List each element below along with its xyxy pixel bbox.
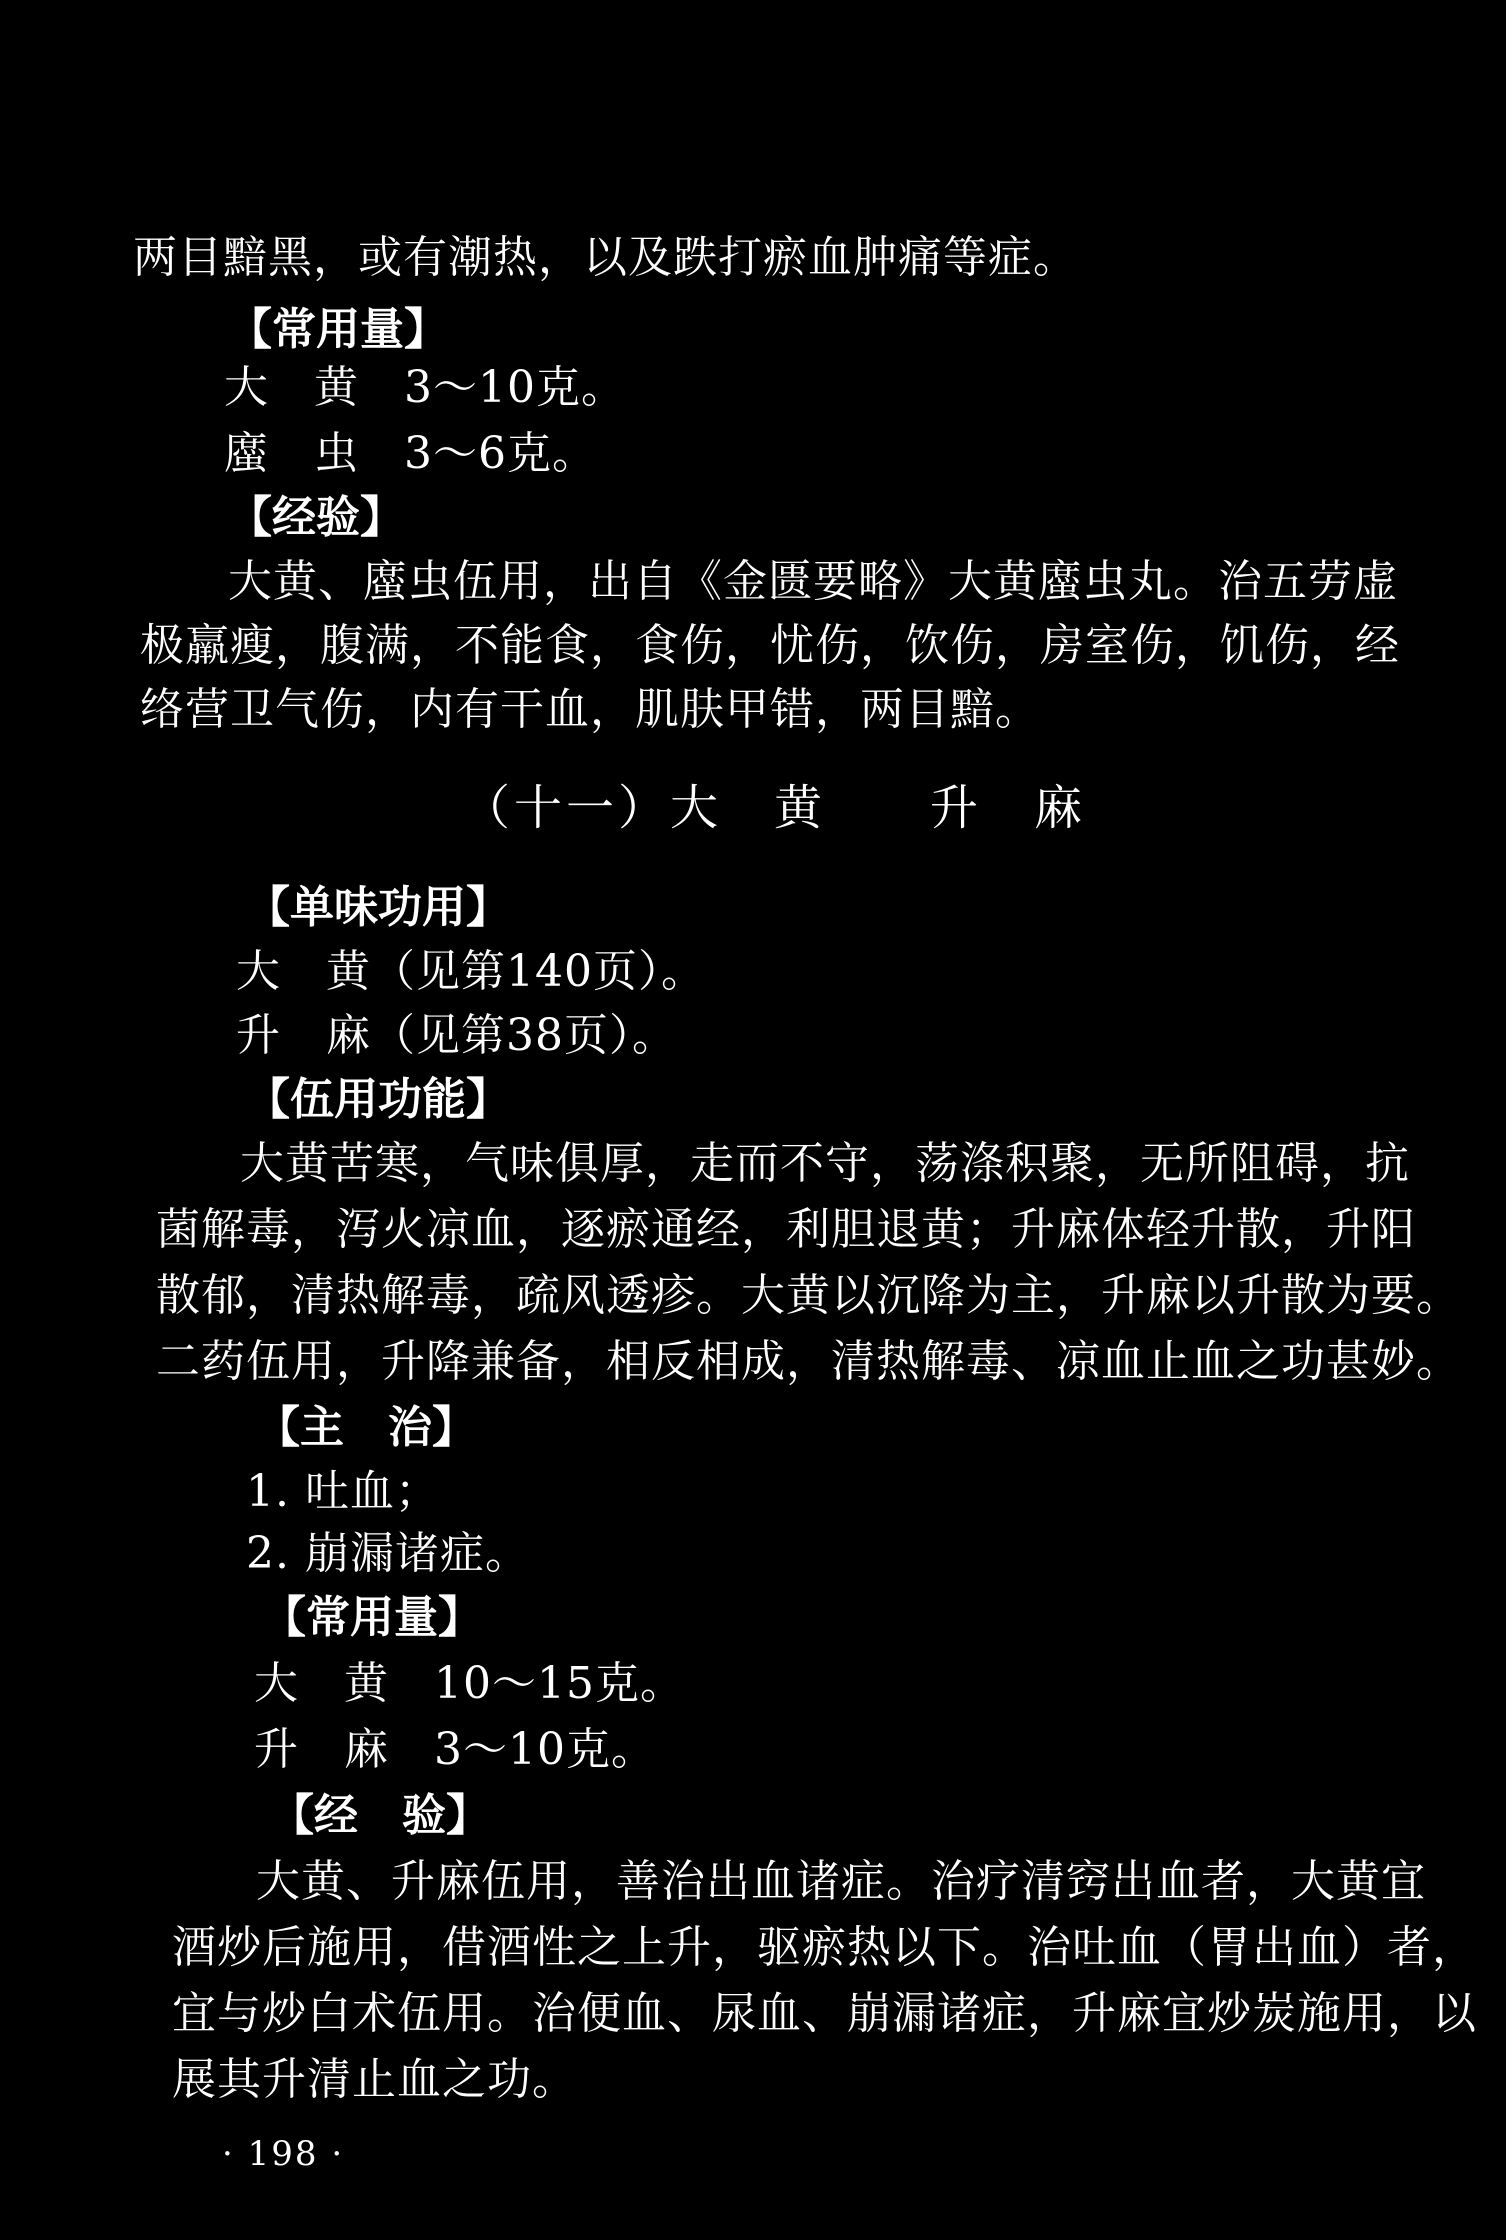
body-line: 二药伍用，升降兼备，相反相成，清热解毒、凉血止血之功甚妙。 — [156, 1336, 1461, 1387]
dosage-line: 升 麻 3～10克。 — [254, 1724, 656, 1775]
body-line: 散郁，清热解毒，疏风透疹。大黄以沉降为主，升麻以升散为要。 — [156, 1270, 1461, 1321]
body-line: 大黄、升麻伍用，善治出血诸症。治疗清窍出血者，大黄宜 — [256, 1856, 1426, 1907]
body-line: 宜与炒白术伍用。治便血、尿血、崩漏诸症，升麻宜炒炭施用，以 — [172, 1988, 1477, 2039]
indication-item: 1. 吐血； — [246, 1466, 440, 1517]
body-line: 络营卫气伤，内有干血，肌肤甲错，两目黯。 — [140, 684, 1040, 735]
section-title: （十一）大 黄 升 麻 — [462, 780, 1087, 836]
herb-reference-line: 升 麻（见第38页）。 — [236, 1010, 677, 1061]
body-line: 菌解毒，泻火凉血，逐瘀通经，利胆退黄；升麻体轻升散，升阳 — [156, 1204, 1416, 1255]
section-heading-experience: 【经 验】 — [270, 1790, 490, 1841]
body-line: 展其升清止血之功。 — [172, 2054, 577, 2105]
body-line: 两目黯黑，或有潮热，以及跌打瘀血肿痛等症。 — [133, 232, 1078, 283]
section-heading-single-function: 【单味功用】 — [246, 882, 510, 933]
body-line: 极羸瘦，腹满，不能食，食伤，忧伤，饮伤，房室伤，饥伤，经 — [140, 620, 1400, 671]
body-line: 大黄、䗪虫伍用，出自《金匮要略》大黄䗪虫丸。治五劳虚 — [228, 556, 1398, 607]
section-heading-dosage: 【常用量】 — [228, 304, 448, 355]
section-heading-experience: 【经验】 — [228, 492, 404, 543]
dosage-line: 大 黄 10～15克。 — [254, 1658, 685, 1709]
herb-reference-line: 大 黄（见第140页）。 — [236, 946, 706, 997]
section-heading-indications: 【主 治】 — [256, 1402, 476, 1453]
body-line: 大黄苦寒，气味俱厚，走而不守，荡涤积聚，无所阻碍，抗 — [240, 1138, 1410, 1189]
section-heading-combined-function: 【伍用功能】 — [246, 1074, 510, 1125]
section-heading-dosage: 【常用量】 — [262, 1592, 482, 1643]
body-line: 酒炒后施用，借酒性之上升，驱瘀热以下。治吐血（胃出血）者， — [172, 1922, 1477, 1973]
indication-item: 2. 崩漏诸症。 — [246, 1528, 530, 1579]
dosage-line: 大 黄 3～10克。 — [224, 362, 626, 413]
dosage-line: 䗪 虫 3～6克。 — [224, 428, 597, 479]
page-number: · 198 · — [222, 2134, 345, 2174]
